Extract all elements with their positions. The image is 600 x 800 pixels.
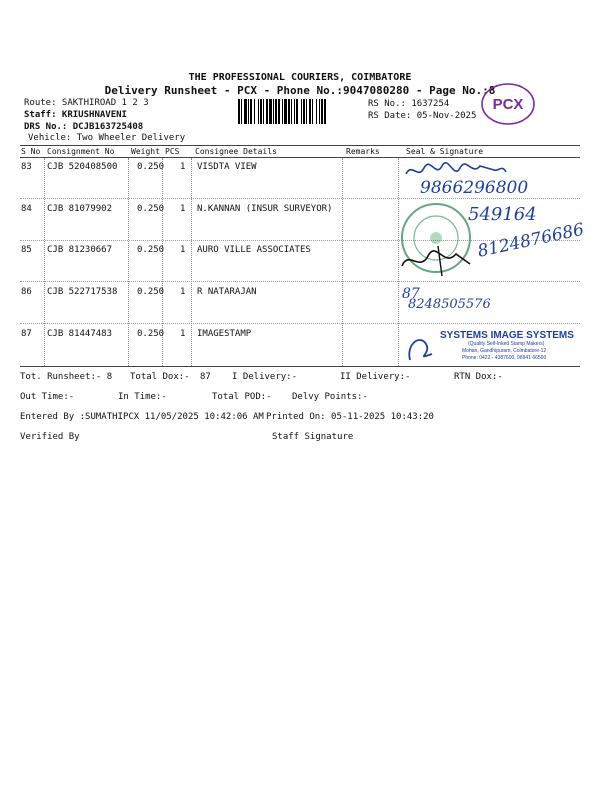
printed-on: Printed On: 05-11-2025 10:43:20 [266,412,434,422]
table-bottom-rule [20,366,580,367]
divider [191,158,192,366]
col-pcs: PCS [165,147,180,156]
row-divider [20,323,580,324]
row-weight: 0.250 [137,245,165,255]
row-weight: 0.250 [137,287,165,297]
row-sno: 86 [21,287,32,297]
divider [44,158,45,366]
row-sno: 87 [21,329,32,339]
col-remarks: Remarks [346,147,380,156]
row-pcs: 1 [180,287,186,297]
rs-date: RS Date: 05-Nov-2025 [368,111,477,121]
row-pcs: 1 [180,162,186,172]
signature-scribble [398,242,478,278]
row-pcs: 1 [180,245,186,255]
col-consignee: Consignee Details [195,147,277,156]
row85-phone: 8124876686 [475,219,586,262]
row-consignee: IMAGESTAMP [197,329,252,339]
col-sno: S No [21,147,41,156]
rtn-dox: RTN Dox:- [454,372,503,382]
row-weight: 0.250 [137,162,165,172]
i-delivery: I Delivery:- [232,372,298,382]
row-consignment: CJB 81230667 [47,245,113,255]
total-dox-label: Total Dox:- [130,372,190,382]
row86-phone: 8248505576 [408,297,491,312]
seal-line2: Mohan, Gandhipuram, Coimbatore-12 [462,348,547,354]
col-seal-signature: Seal & Signature [406,147,484,156]
rs-number: RS No.: 1637254 [368,99,450,109]
row-consignee: R NATARAJAN [197,287,257,297]
tot-runsheet: Tot. Runsheet:- 8 [20,372,113,382]
table-top-rule [20,145,580,146]
row-sno: 85 [21,245,32,255]
col-consignment: Consignment No [47,147,115,156]
out-time: Out Time:- [20,392,75,402]
row86-signature: 87 [402,286,420,302]
company-title: THE PROFESSIONAL COURIERS, COIMBATORE [188,72,412,83]
vehicle-label: Vehicle: Two Wheeler Delivery [28,133,186,143]
row-weight: 0.250 [137,329,165,339]
ii-delivery: II Delivery:- [340,372,411,382]
route-label: Route: SAKTHIROAD 1 2 3 [24,98,149,108]
row-weight: 0.250 [137,204,165,214]
row84-signature: 549164 [468,204,537,225]
staff-label: Staff: KRIUSHNAVENI [24,110,127,120]
row-sno: 84 [21,204,32,214]
row-sno: 83 [21,162,32,172]
row-consignee: VISDTA VIEW [197,162,257,172]
entered-by: Entered By :SUMATHIPCX 11/05/2025 10:42:06 AM [20,412,264,422]
row-consignee: N.KANNAN (INSUR SURVEYOR) [197,204,333,214]
pcx-stamp [478,80,538,128]
pcx-stamp-text: PCX [492,96,524,113]
row-divider [20,281,580,282]
row-consignee: AURO VILLE ASSOCIATES [197,245,311,255]
barcode-bar [326,99,327,124]
col-weight: Weight [131,147,160,156]
divider [342,158,343,366]
row83-phone: 9866296800 [420,178,529,198]
divider [128,158,129,366]
total-pod: Total POD:- [212,392,272,402]
verified-by: Verified By [20,432,80,442]
row-consignment: CJB 520408500 [47,162,118,172]
row-consignment: CJB 81447483 [47,329,113,339]
signature-scribble [404,330,438,366]
total-dox-value: 87 [200,372,211,382]
seal-line3: Phone: 0422 - 4387600, 98941 66500 [462,355,547,361]
row-pcs: 1 [180,329,186,339]
delvy-points: Delvy Points:- [292,392,368,402]
seal-company: SYSTEMS IMAGE SYSTEMS [440,330,574,341]
row-consignment: CJB 522717538 [47,287,118,297]
drs-number: DRS No.: DCJB163725408 [24,122,144,132]
in-time: In Time:- [118,392,167,402]
row-pcs: 1 [180,204,186,214]
seal-line1: (Quality Self-Inked Stamp Makers) [468,341,545,347]
row-consignment: CJB 81079902 [47,204,113,214]
barcode [238,99,364,124]
row-divider [20,198,580,199]
runsheet-title: Delivery Runsheet - PCX - Phone No.:9047080280 - Page No.:8 [104,84,496,97]
staff-signature: Staff Signature [272,432,354,442]
